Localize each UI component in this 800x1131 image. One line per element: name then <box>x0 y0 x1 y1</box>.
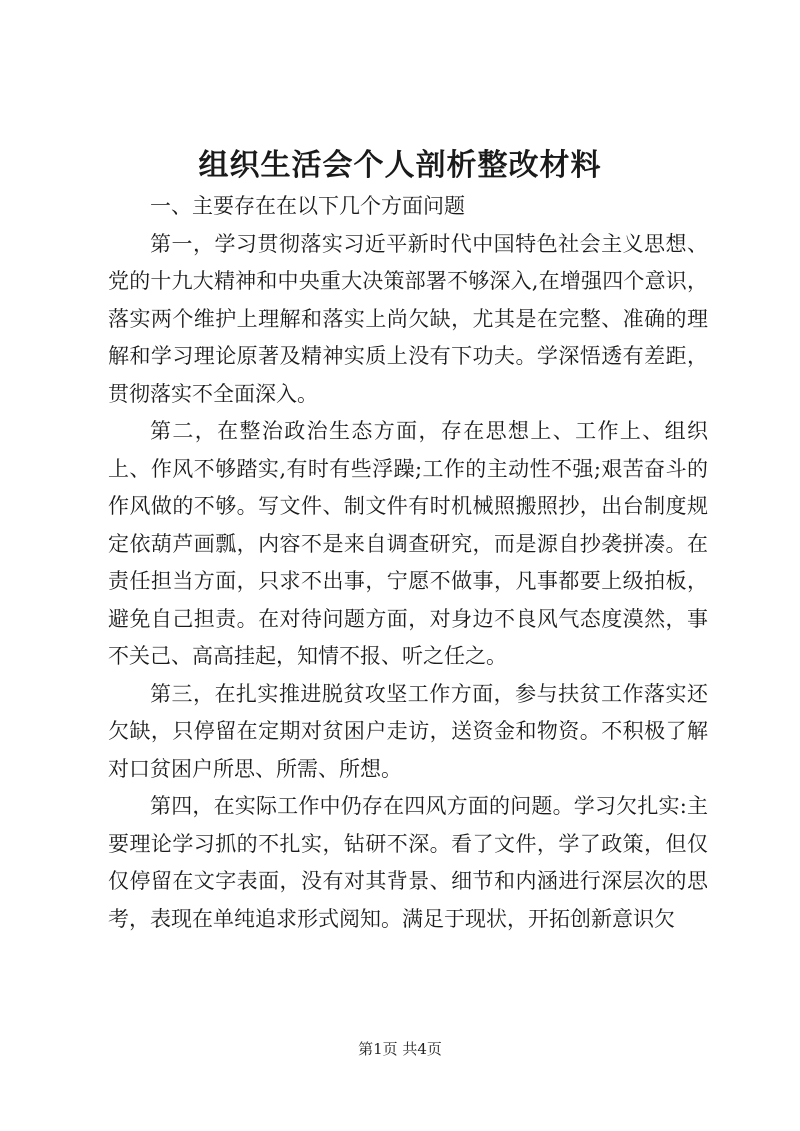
section-heading: 一、主要存在在以下几个方面问题 <box>150 194 465 218</box>
document-body <box>108 188 708 938</box>
paragraph-3: 第三，在扎实推进脱贫攻坚工作方面，参与扶贫工作落实还欠缺，只停留在定期对贫困户走访，送资金和物资。不积极了解对口贫困户所思、所需、所想。 <box>108 681 708 781</box>
paragraph-4: 第四，在实际工作中仍存在四风方面的问题。学习欠扎实:主要理论学习抓的不扎实，钻研不深。看了文件，学了政策，但仅仅停留在文字表面，没有对其背景、细节和内涵进行深层次的思考，表现在单纯追求形式阅知。满足于现状，开拓创新意识欠 <box>108 794 708 931</box>
paragraph-1: 第一，学习贯彻落实习近平新时代中国特色社会主义思想、党的十九大精神和中央重大决策部署不够深入,在增强四个意识，落实两个维护上理解和落实上尚欠缺，尤其是在完整、准确的理解和学习理论原著及精神实质上没有下功夫。学深悟透有差距，贯彻落实不全面深入。 <box>108 231 708 406</box>
document-title: 组织生活会个人剖析整改材料 <box>198 148 602 183</box>
page-number-footer: 第1页 共4页 <box>358 1040 442 1058</box>
paragraph-2: 第二，在整治政治生态方面，存在思想上、工作上、组织上、作风不够踏实,有时有些浮躁;工作的主动性不强;艰苦奋斗的作风做的不够。写文件、制文件有时机械照搬照抄，出台制度规定依葫芦画瓢，内容不是来自调查研究，而是源自抄袭拼凑。在责任担当方面，只求不出事，宁愿不做事，凡事都要上级拍板，避免自己担责。在对待问题方面，对身边不良风气态度漠然，事不关己、高高挂起，知情不报、听之任之。 <box>108 419 708 668</box>
